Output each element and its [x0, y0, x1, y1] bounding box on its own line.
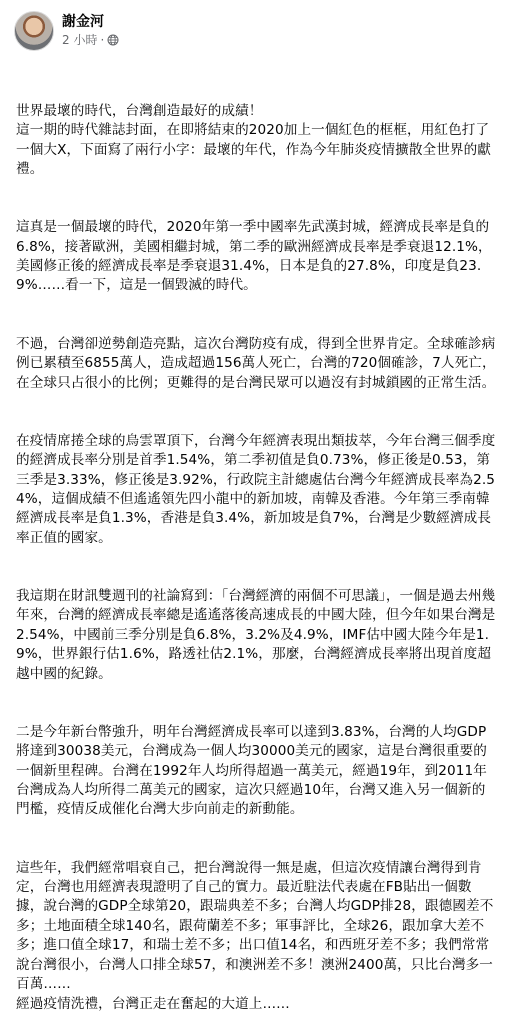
post-time-row	[62, 32, 119, 48]
post-paragraph: 這真是一個最壞的時代，2020年第一季中國率先武漢封城，經濟成長率是負的6.8%，接著歐洲，美國相繼封城，第二季的歐洲經濟成長率是季衰退12.1%，美國修正後的經濟成長率是季衰退31.4%，日本是負的27.8%，印度是負23.9%……看一下，這是一個毀滅的時代。	[16, 219, 492, 294]
globe-icon[interactable]	[107, 34, 119, 46]
post-paragraph: 在疫情席捲全球的烏雲罩頂下，台灣今年經濟表現出類拔萃，今年台灣三個季度的經濟成長率分別是首季1.54%，第二季初值是負0.73%，修正後是0.53，第三季是3.33%，修正後是3.92%，行政院主計總處估台灣今年經濟成長率為2.54%，這個成績不但遙遙領先四小龍中的新加坡，南韓及香港。今年第三季南韓經濟成長率是負1.3%，香港是負3.4%，新加坡是負7%，台灣是少數經濟成長率正值的國家。	[16, 432, 496, 546]
post-timestamp[interactable]: 2 小時	[62, 33, 98, 47]
avatar[interactable]	[14, 11, 54, 51]
post-body	[16, 63, 498, 1033]
post-paragraph: 我這期在財訊雙週刊的社論寫到：「台灣經濟的兩個不可思議」，一個是過去州幾年來，台灣的經濟成長率總是遙遙落後高速成長的中國大陸，但今年如果台灣是2.54%，中國前三季分別是負6.8%，3.2%及4.9%，IMF估中國大陸今年是1.9%，世界銀行估1.6%，路透社估2.1%，那麼，台灣經濟成長率將出現首度超越中國的紀錄。	[16, 587, 496, 682]
post-paragraph: 不過，台灣卻逆勢創造亮點，這次台灣防疫有成，得到全世界肯定。全球確診病例已累積至6855萬人，造成超過156萬人死亡，台灣的720個確診，7人死亡，在全球只占很小的比例；更難得的是台灣民眾可以過沒有封城鎖國的正常生活。	[16, 335, 496, 391]
post-header	[14, 11, 119, 51]
author-name[interactable]: 謝金河	[62, 14, 104, 30]
post-paragraph: 世界最壞的時代，台灣創造最好的成績！ 這一期的時代雜誌封面，在即將結束的2020加上一個紅色的框框，用紅色打了一個大X，下面寫了兩行小字：最壞的年代，作為今年肺炎疫情擴散全世界的獻禮。	[16, 102, 491, 178]
meta-separator: ·	[100, 33, 105, 47]
post-paragraph: 這些年，我們經常唱衰自己，把台灣說得一無是處，但這次疫情讓台灣得到肯定，台灣也用經濟表現證明了自己的實力。最近駐法代表處在FB貼出一個數據，說台灣的GDP全球第20，跟瑞典差不多；台灣人均GDP排28，跟德國差不多；土地面積全球140名，跟荷蘭差不多；軍事評比，全球26，跟加拿大差不多；進口值全球17，和瑞士差不多；出口值14名，和西班牙差不多；我們常常說台灣很小，台灣人口排全球57，和澳洲差不多！澳洲2400萬，只比台灣多一百萬…… 經過疫情洗禮，台灣正走在奮起的大道上……	[16, 859, 494, 1012]
post-paragraph: 二是今年新台幣強升，明年台灣經濟成長率可以達到3.83%，台灣的人均GDP將達到30038美元，台灣成為一個人均30000美元的國家，這是台灣很重要的一個新里程碑。台灣在1992年人均所得超過一萬美元，經過19年，到2011年台灣成為人均所得二萬美元的國家，這次只經過10年，台灣又進入另一個新的門檻，疫情反成催化台灣大步向前走的新動能。	[16, 723, 487, 818]
post-meta	[62, 11, 119, 48]
